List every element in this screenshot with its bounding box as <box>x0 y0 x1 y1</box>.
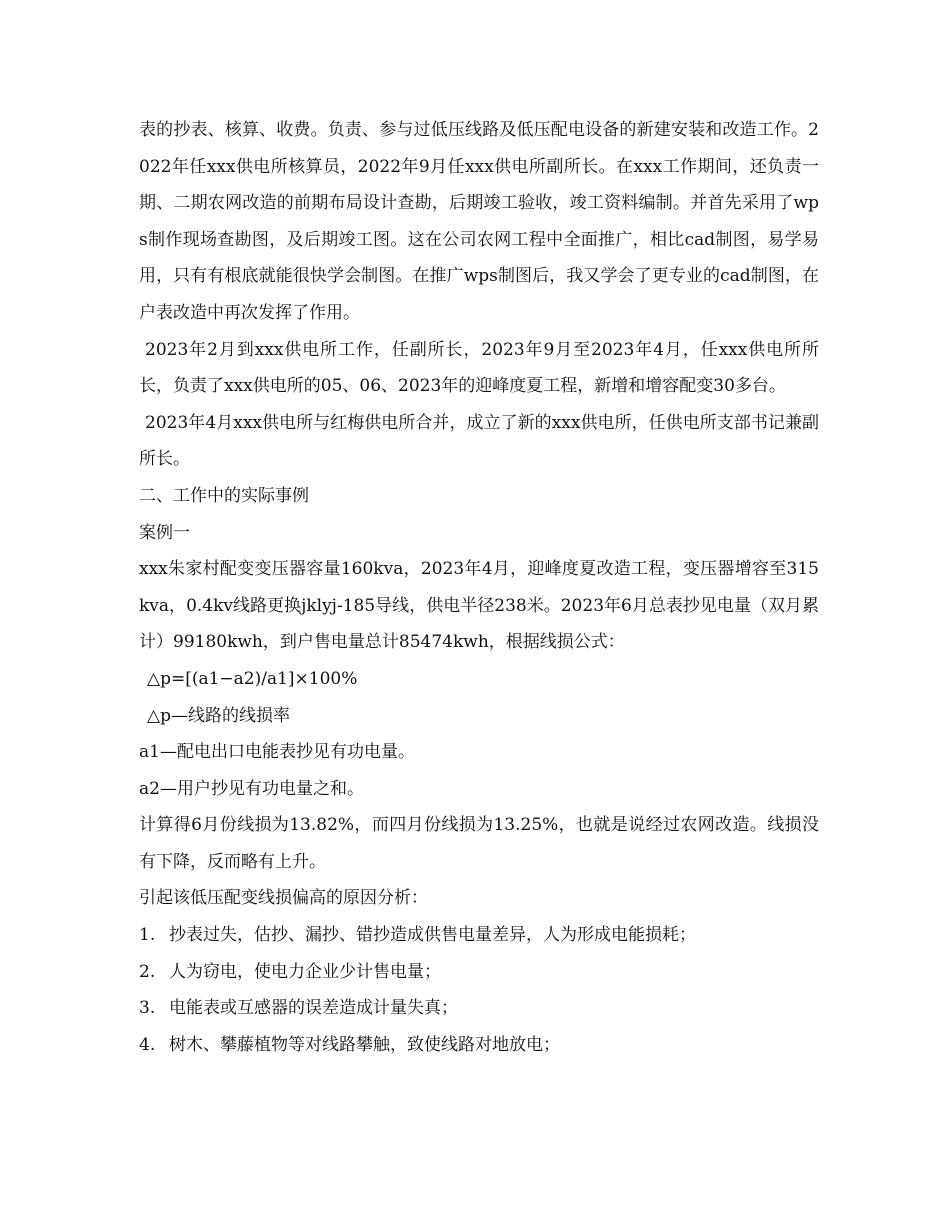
formula-definition-dp: △p—线路的线损率 <box>147 705 290 726</box>
section-heading: 二、工作中的实际事例 <box>139 485 309 506</box>
list-item <box>139 954 819 991</box>
case-heading: 案例一 <box>139 522 190 543</box>
list-item-text: 抄表过失，估抄、漏抄、错抄造成供售电量差异，人为形成电能损耗； <box>169 925 696 946</box>
paragraph-2023-feb: 2023年2月到xxx供电所工作，任副所长，2023年9月至2023年4月，任xxx供电所所长，负责了xxx供电所的05、06、2023年的迎峰度夏工程，新增和增容配变30多台。 <box>139 339 819 397</box>
document-body <box>139 112 819 1063</box>
paragraph-2023-apr: 2023年4月xxx供电所与红梅供电所合并，成立了新的xxx供电所，任供电所支部书记兼副所长。 <box>139 412 819 470</box>
list-item-text: 电能表或互感器的误差造成计量失真； <box>169 998 458 1019</box>
list-item-number: 3. <box>139 998 156 1019</box>
list-item-text: 树木、攀藤植物等对线路攀触，致使线路对地放电； <box>169 1034 560 1055</box>
paragraph-cause-analysis-heading: 引起该低压配变线损偏高的原因分析： <box>139 888 428 909</box>
list-item <box>139 917 819 954</box>
formula-definition-a1: a1—配电出口电能表抄见有功电量。 <box>139 742 415 763</box>
paragraph-case-description: xxx朱家村配变变压器容量160kva，2023年4月，迎峰度夏改造工程，变压器增容至315kva，0.4kv线路更换jklyj-185导线，供电半径238米。2023年6月总表抄见电量（双月累计）99180kwh，到户售电量总计85474kwh，根据线损公式： <box>139 559 819 653</box>
formula-definition-a2: a2—用户抄见有功电量之和。 <box>139 778 364 799</box>
list-item-number: 4. <box>139 1034 156 1055</box>
list-item-number: 2. <box>139 961 156 982</box>
list-item-number: 1. <box>139 925 156 946</box>
list-item <box>139 990 819 1027</box>
list-item-text: 人为窃电，使电力企业少计售电量； <box>169 961 441 982</box>
paragraph-work-history: 表的抄表、核算、收费。负责、参与过低压线路及低压配电设备的新建安装和改造工作。2022年任xxx供电所核算员，2022年9月任xxx供电所副所长。在xxx工作期间，还负责一期、二期农网改造的前期布局设计查勘，后期竣工验收，竣工资料编制。并首先采用了wps制作现场查勘图，及后期竣工图。这在公司农网工程中全面推广，相比cad制图，易学易用，只有有根底就能很快学会制图。在推广wps制图后，我又学会了更专业的cad制图，在户表改造中再次发挥了作用。 <box>139 120 819 323</box>
paragraph-calculation-result: 计算得6月份线损为13.82%，而四月份线损为13.25%，也就是说经过农网改造。线损没有下降，反而略有上升。 <box>139 815 819 872</box>
list-item <box>139 1027 819 1064</box>
formula-line-loss: △p=[(a1−a2)/a1]×100% <box>147 668 358 689</box>
cause-list <box>139 917 819 1063</box>
